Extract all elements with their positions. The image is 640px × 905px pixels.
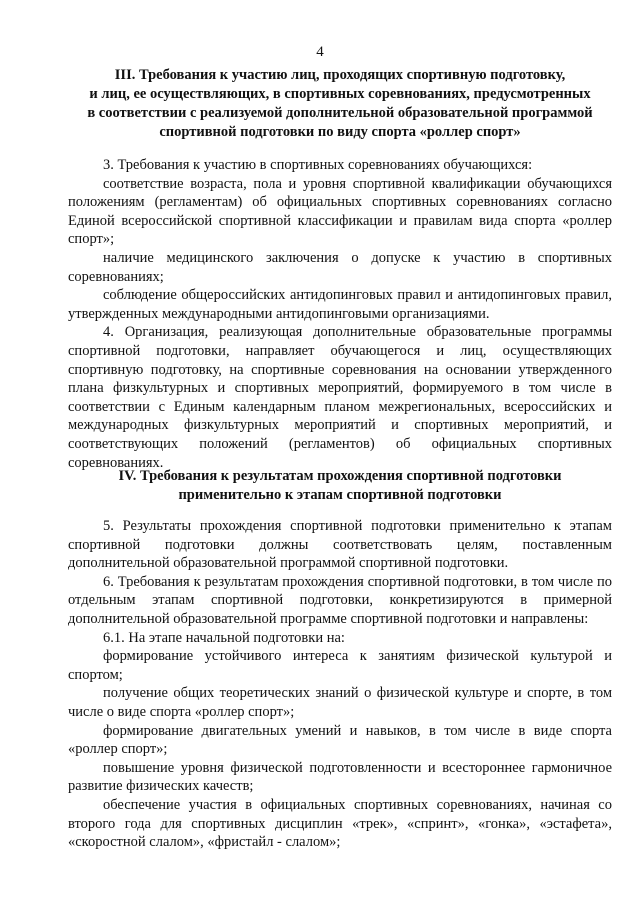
paragraph: 4. Организация, реализующая дополнительные образовательные программы спортивной подготовки, направляет обучающегося и лиц, осуществляющих спортивную подготовку, на спортивные соревнования на основании утвержденного плана физкультурных и спортивных мероприятий, формируемого в том числе в соответствии с Единым календарным планом межрегиональных, всероссийских и международных физкультурных мероприятий и спортивных мероприятий, и соответствующих положений (регламентов) об официальных спортивных соревнованиях.: [68, 324, 612, 471]
section-4-title: [70, 467, 610, 505]
section-4-title-line: IV. Требования к результатам прохождения спортивной подготовки: [118, 468, 562, 484]
section-3-title-line: в соответствии с реализуемой дополнительной образовательной программой: [87, 105, 593, 121]
paragraph: наличие медицинского заключения о допуске к участию в спортивных соревнованиях;: [68, 249, 612, 285]
section-3-title-line: III. Требования к участию лиц, проходящих спортивную подготовку,: [114, 67, 566, 83]
section-3-title: [70, 66, 610, 142]
paragraph: 5. Результаты прохождения спортивной подготовки применительно к этапам спортивной подготовки должны соответствовать целям, поставленным дополнительной образовательной программой спортивной подготовки.: [68, 518, 612, 572]
paragraph: повышение уровня физической подготовленности и всестороннее гармоничное развитие физических качеств;: [68, 759, 612, 795]
section-3-title-line: и лиц, ее осуществляющих, в спортивных соревнованиях, предусмотренных: [89, 86, 591, 102]
paragraph: 3. Требования к участию в спортивных соревнованиях обучающихся:: [103, 157, 533, 173]
paragraph: получение общих теоретических знаний о физической культуре и спорте, в том числе о виде спорта «роллер спорт»;: [68, 685, 612, 720]
paragraph: формирование устойчивого интереса к занятиям физической культурой и спортом;: [68, 648, 612, 683]
paragraph: 6. Требования к результатам прохождения спортивной подготовки, в том числе по отдельным этапам спортивной подготовки, конкретизируются в примерной дополнительной образовательной программе спортивной подготовки и направлены:: [68, 573, 612, 627]
paragraph: соответствие возраста, пола и уровня спортивной квалификации обучающихся положениям (регламентам) об официальных спортивных соревнованиях согласно Единой всероссийской спортивной классификации и правилам вида спорта «роллер спорт»;: [68, 175, 612, 248]
paragraph: обеспечение участия в официальных спортивных соревнованиях, начиная со второго года для спортивных дисциплин «трек», «спринт», «гонка», «эстафета», «скоростной слалом», «фристайл - слалом»;: [68, 796, 612, 851]
paragraph: 6.1. На этапе начальной подготовки на:: [103, 629, 345, 646]
section-3-body: [68, 156, 612, 472]
paragraph: соблюдение общероссийских антидопинговых правил и антидопинговых правил, утвержденных международными антидопинговыми организациями.: [68, 287, 612, 322]
section-4-body: [68, 517, 612, 852]
page-number: 4: [316, 44, 324, 60]
section-4-title-line: применительно к этапам спортивной подготовки: [178, 487, 502, 503]
section-3-title-line: спортивной подготовки по виду спорта «роллер спорт»: [159, 124, 521, 140]
paragraph: формирование двигательных умений и навыков, в том числе в виде спорта «роллер спорт»;: [68, 722, 612, 758]
